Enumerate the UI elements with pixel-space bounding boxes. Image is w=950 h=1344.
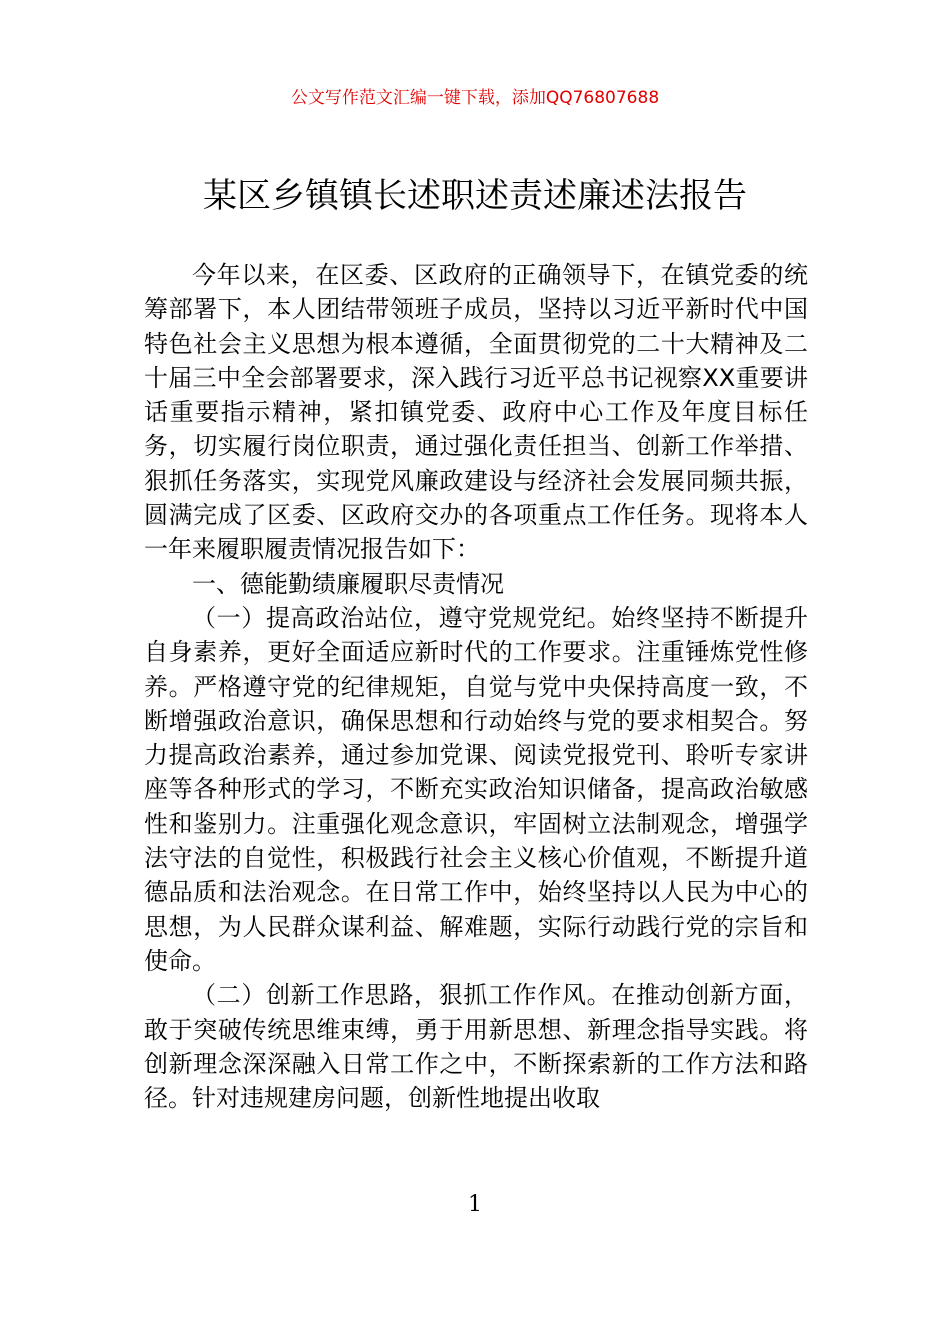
- download-promo-banner: 公文写作范文汇编一键下载，添加QQ76807688: [290, 88, 660, 108]
- subsection-paragraph-2: （二）创新工作思路，狠抓工作作风。在推动创新方面，敢于突破传统思维束缚，勇于用新思想、新理念指导实践。将创新理念深深融入日常工作之中，不断探索新的工作方法和路径。针对违规建房问题，创新性地提出收取: [144, 981, 808, 1113]
- document-body: [144, 258, 808, 1115]
- subsection-paragraph-1: （一）提高政治站位，遵守党规党纪。始终坚持不断提升自身素养，更好全面适应新时代的工作要求。注重锤炼党性修养。严格遵守党的纪律规矩，自觉与党中央保持高度一致，不断增强政治意识，确保思想和行动始终与党的要求相契合。努力提高政治素养，通过参加党课、阅读党报党刊、聆听专家讲座等各种形式的学习，不断充实政治知识储备，提高政治敏感性和鉴别力。注重强化观念意识，牢固树立法制观念，增强学法守法的自觉性，积极践行社会主义核心价值观，不断提升道德品质和法治观念。在日常工作中，始终坚持以人民为中心的思想，为人民群众谋利益、解难题，实际行动践行党的宗旨和使命。: [144, 603, 808, 975]
- intro-paragraph: 今年以来，在区委、区政府的正确领导下，在镇党委的统筹部署下，本人团结带领班子成员，坚持以习近平新时代中国特色社会主义思想为根本遵循，全面贯彻党的二十大精神及二十届三中全会部署要求，深入践行习近平总书记视察XX重要讲话重要指示精神，紧扣镇党委、政府中心工作及年度目标任务，切实履行岗位职责，通过强化责任担当、创新工作举措、狠抓任务落实，实现党风廉政建设与经济社会发展同频共振，圆满完成了区委、区政府交办的各项重点工作任务。现将本人一年来履职履责情况报告如下：: [144, 261, 808, 564]
- document-title: 某区乡镇镇长述职述责述廉述法报告: [203, 176, 747, 216]
- section-heading: 一、德能勤绩廉履职尽责情况: [192, 569, 504, 598]
- page-number: 1: [468, 1192, 482, 1217]
